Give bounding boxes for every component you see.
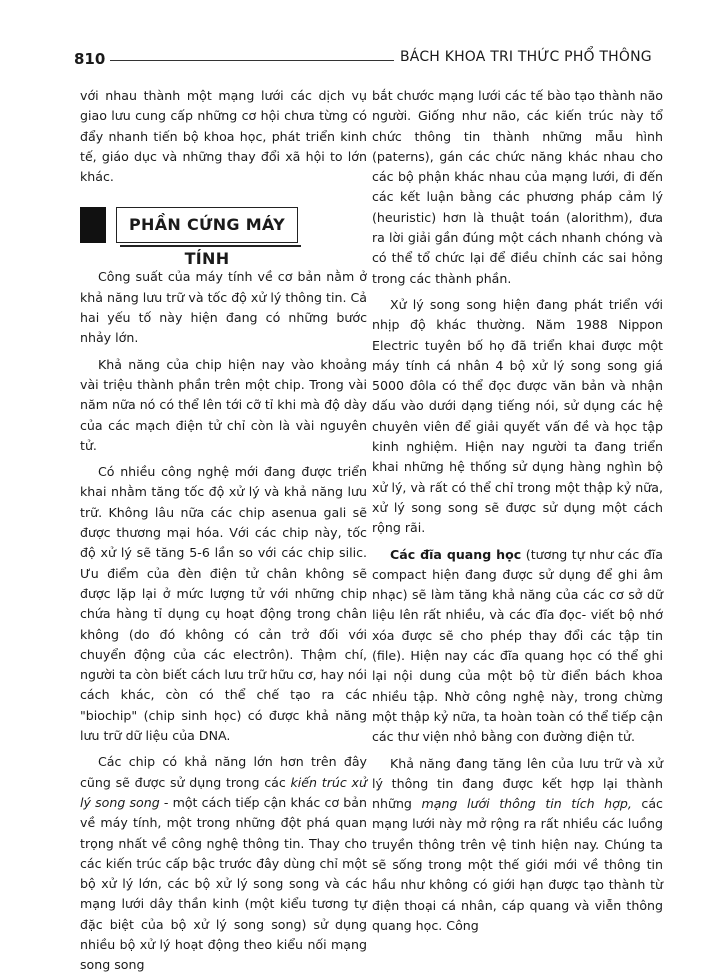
paragraph: Công suất của máy tính về cơ bản nằm ở khả năng lưu trữ và tốc độ xử lý thông tin. Cả hai yếu tố này hiện đang có những bước nhảy lớn. [80, 269, 367, 346]
bold-term: Các đĩa quang học [390, 546, 522, 562]
paragraph: Xử lý song song hiện đang phát triển với nhịp độ khác thường. Năm 1988 Nippon Electric tuyên bố họ đã triển khai được một máy tính cá nhân 4 bộ xử lý song song giá 5000 đôla có thể đọc được văn bản và nhận dấu vào dưới dạng tiếng nói, sử dụng các hệ chuyên viên để giải quyết vấn đề và học tập kinh nghiệm. Hiện nay người ta đang triển khai những hệ thống sử dụng hàng nghìn bộ xử lý, và rất có thể chỉ trong một thập kỷ nữa, xử lý song song sẽ được sử dụng một cách rộng rãi. [372, 296, 663, 536]
paragraph [372, 545, 663, 748]
italic-term: mạng lưới thông tin tích hợp, [421, 796, 632, 812]
italic-term: kiến trúc xử lý song song [80, 774, 367, 810]
page-number: 810 [74, 50, 106, 68]
intro-paragraph: với nhau thành một mạng lưới các dịch vụ giao lưu cung cấp những cơ hội chưa từng có đẩy nhanh tiến bộ khoa học, phát triển kinh tế, giáo dục và những thay đổi xã hội to lớn khác. [80, 88, 367, 185]
section-title: PHẦN CỨNG MÁY TÍNH [116, 207, 298, 243]
section-marker-block [80, 207, 106, 243]
text-run: Các chip có khả năng lớn hơn trên đây cũng sẽ được sử dụng trong các [80, 754, 367, 790]
paragraph: Khả năng của chip hiện nay vào khoảng vài triệu thành phần trên một chip. Trong vài năm nữa nó có thể lên tới cỡ tỉ khi mà độ dày của các mạch điện tử chỉ còn là vài nguyên tử. [80, 356, 367, 453]
text-run: (tương tự như các đĩa compact hiện đang được sử dụng để ghi âm nhạc) sẽ làm tăng khả năng của các cơ sở dữ liệu lên rất nhiều, và các đĩa đọc- viết bộ nhớ xóa được sẽ cho phép thay đổi các tập tin (file). Hiện nay các đĩa quang học có thể ghi lại nội dung của một bộ từ điển bách khoa nhiều tập. Nhờ công nghệ này, trong chừng một thập kỷ nữa, ta hoàn toàn có thể tiếp cận các thư viện nhỏ bằng con đường điện tử. [372, 546, 663, 745]
paragraph: bắt chước mạng lưới các tế bào tạo thành não người. Giống như não, các kiến trúc này tổ chức thông tin thành những mẫu hình (paterns), gán các chức năng khác nhau cho các bộ phận khác nhau của mạng lưới, đi đến các kết luận bằng các phương pháp cảm lý (heuristic) hơn là thuật toán (alorithm), đưa ra lời giải gần đúng một cách nhanh chóng và có thể tổ chức lại để điều chỉnh các sai hỏng trong các thành phần. [372, 88, 663, 286]
paragraph: Có nhiều công nghệ mới đang được triển khai nhằm tăng tốc độ xử lý và khả năng lưu trữ. Không lâu nữa các chip asenua gali sẽ được thương mại hóa. Với các chip này, tốc độ xử lý sẽ tăng 5-6 lần so với các chip silic. Ưu điểm của đèn điện tử chân không sẽ được lặp lại ở mức lượng tử với những chip chứa hàng tỉ dụng cụ hoạt động trong chân không (do đó không có cản trở đối với chuyển động của các electrôn). Thậm chí, người ta còn biết cách lưu trữ hữu cơ, hay nói cách khác, còn có thể chế tạo ra các "biochip" (chip sinh học) có được khả năng lưu trữ dữ liệu của DNA. [80, 464, 367, 744]
section-heading [80, 201, 367, 269]
paragraph [80, 752, 367, 975]
text-run: - một cách tiếp cận khác cơ bản về máy tính, một trong những đột phá quan trọng nhất về công nghệ thông tin. Thay cho các kiến trúc cấp bậc trước đây dùng chỉ một bộ xử lý lớn, các bộ xử lý song song và các mạng lưới dây thần kinh (một kiểu tương tự đặc biệt của bộ xử lý song song) sử dụng nhiều bộ xử lý hoạt động theo kiểu nối mạng song song [80, 794, 367, 973]
header-rule [110, 60, 394, 61]
left-column [80, 86, 367, 976]
right-column [372, 86, 663, 942]
text-run: các mạng lưới này mở rộng ra rất nhiều các luồng truyền thông trên vệ tinh hiện nay. Chúng ta sẽ sống trong một thế giới mới về thông tin hầu như không có giới hạn được tạo thành từ điện thoại cá nhân, cáp quang và viễn thông quang học. Công [372, 796, 663, 933]
paragraph [372, 754, 663, 937]
text-run: Khả năng đang tăng lên của lưu trữ và xử lý thông tin đang được kết hợp lại thành những [372, 755, 663, 812]
running-title: BÁCH KHOA TRI THỨC PHỔ THÔNG [400, 49, 652, 65]
